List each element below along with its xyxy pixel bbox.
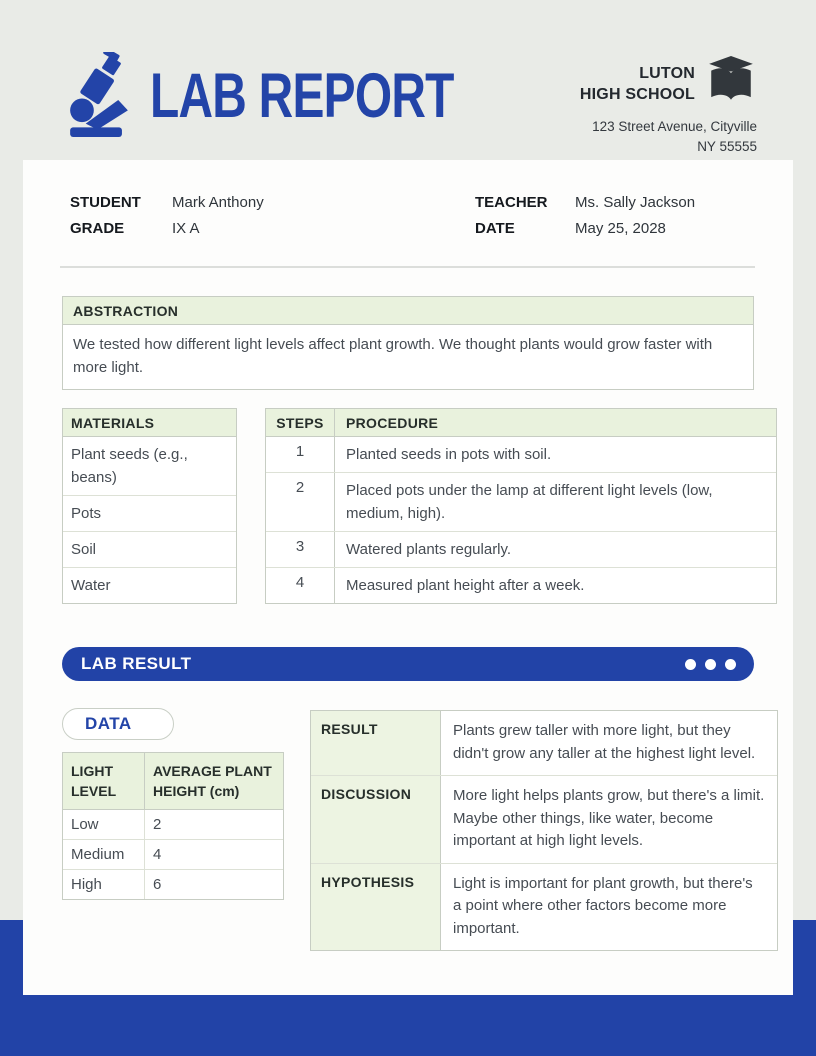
page-title: LAB REPORT [150, 61, 454, 131]
data-cell-height: 2 [145, 810, 283, 840]
step-number: 4 [266, 568, 335, 603]
materials-item: Plant seeds (e.g., beans) [63, 437, 236, 496]
steps-column-header: STEPS [266, 409, 335, 436]
result-text: Plants grew taller with more light, but they didn't grow any taller at the highest light level. [453, 722, 756, 762]
banner-dots [685, 659, 736, 670]
school-block [580, 56, 757, 157]
date-value: May 25, 2028 [575, 220, 666, 237]
step-text: Placed pots under the lamp at different light levels (low, medium, high). [346, 482, 713, 522]
student-value: Mark Anthony [172, 194, 264, 211]
report-header [0, 0, 816, 160]
abstraction-section [62, 296, 754, 390]
data-col-header-light-level: LIGHT LEVEL [63, 753, 145, 809]
info-divider [60, 266, 755, 268]
student-label: STUDENT [70, 194, 141, 211]
brand [62, 52, 550, 142]
date-label: DATE [475, 220, 515, 237]
data-badge [62, 708, 174, 740]
materials-item: Pots [63, 496, 236, 532]
materials-table [62, 408, 237, 604]
materials-heading: MATERIALS [63, 409, 236, 437]
findings-row [311, 864, 777, 951]
step-number: 1 [266, 437, 335, 472]
microscope-icon [62, 52, 136, 142]
procedure-row [266, 568, 776, 603]
school-address-line1: 123 Street Avenue, Cityville [592, 119, 757, 134]
discussion-label: DISCUSSION [311, 776, 441, 863]
teacher-value: Ms. Sally Jackson [575, 194, 696, 211]
result-label: RESULT [311, 711, 441, 775]
data-cell-height: 4 [145, 840, 283, 870]
report-card [23, 160, 793, 995]
dot-icon [725, 659, 736, 670]
materials-item: Water [71, 577, 111, 594]
school-book-icon [705, 56, 757, 111]
procedure-column-header: PROCEDURE [346, 414, 439, 431]
data-cell-height: 6 [153, 876, 162, 893]
materials-item: Soil [63, 532, 236, 568]
data-row [63, 810, 283, 840]
dot-icon [685, 659, 696, 670]
data-row [63, 840, 283, 870]
data-table [62, 752, 284, 900]
step-text: Measured plant height after a week. [346, 577, 585, 594]
grade-value: IX A [172, 220, 200, 237]
school-name-line2: HIGH SCHOOL [579, 85, 695, 103]
step-number: 2 [266, 473, 335, 531]
findings-table [310, 710, 778, 951]
discussion-text: More light helps plants grow, but there's a limit. Maybe other things, like water, become important at high light levels. [453, 787, 765, 849]
lab-result-banner [62, 647, 754, 681]
data-cell-level: Medium [63, 840, 145, 870]
data-col-header-avg-height: AVERAGE PLANT HEIGHT (cm) [145, 753, 283, 809]
data-row [63, 870, 283, 899]
data-cell-level: Low [63, 810, 145, 840]
step-text: Planted seeds in pots with soil. [346, 446, 552, 463]
findings-row [311, 776, 777, 864]
dot-icon [705, 659, 716, 670]
abstraction-body: We tested how different light levels affect plant growth. We thought plants would grow faster with more light. [73, 336, 713, 376]
procedure-row [266, 473, 776, 532]
data-cell-level: High [63, 870, 145, 899]
grade-label: GRADE [70, 220, 125, 237]
procedure-row [266, 437, 776, 473]
school-address-line2: NY 55555 [697, 139, 757, 154]
hypothesis-label: HYPOTHESIS [311, 864, 441, 951]
data-badge-label: DATA [85, 714, 132, 733]
hypothesis-text: Light is important for plant growth, but there's a point where other factors become more important. [453, 874, 753, 937]
procedure-table [265, 408, 777, 604]
abstraction-heading: ABSTRACTION [63, 297, 753, 325]
teacher-label: TEACHER [475, 194, 548, 211]
school-name-line1: LUTON [639, 64, 695, 82]
step-text: Watered plants regularly. [346, 541, 512, 558]
procedure-row [266, 532, 776, 568]
step-number: 3 [266, 532, 335, 567]
lab-result-banner-label: LAB RESULT [81, 654, 192, 673]
findings-row [311, 711, 777, 776]
